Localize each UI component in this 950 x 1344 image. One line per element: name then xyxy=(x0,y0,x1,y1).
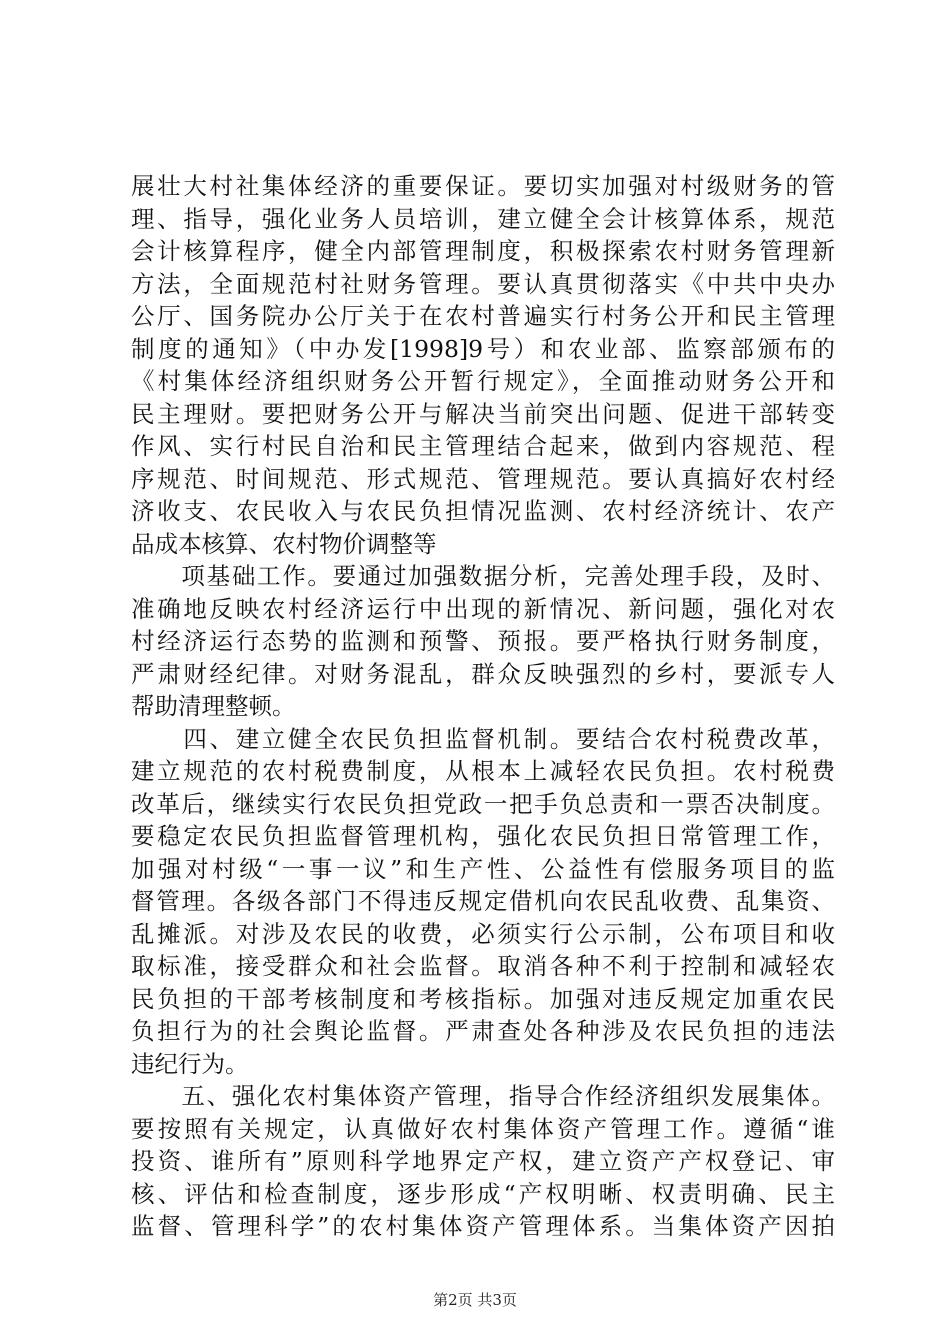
text-line: 取标准，接受群众和社会监督。取消各种不利于控制和减轻农 xyxy=(131,952,835,980)
text-line: 核、评估和检查制度，逐步形成“产权明晰、权责明确、民主 xyxy=(131,1179,835,1208)
text-line: 帮助清理整顿。 xyxy=(131,692,296,720)
text-line: 改革后，继续实行农民负担党政一把手负总责和一票否决制度。 xyxy=(131,789,835,818)
text-line: 民主理财。要把财务公开与解决当前突出问题、促进干部转变 xyxy=(131,399,835,428)
text-line: 济收支、农民收入与农民负担情况监测、农村经济统计、农产 xyxy=(131,497,835,525)
text-line: 加强对村级“一事一议”和生产性、公益性有偿服务项目的监 xyxy=(131,854,835,883)
text-line: 展壮大村社集体经济的重要保证。要切实加强对村级财务的管 xyxy=(131,172,835,200)
text-line: 会计核算程序，健全内部管理制度，积极探索农村财务管理新 xyxy=(131,237,835,265)
text-line: 严肃财经纪律。对财务混乱，群众反映强烈的乡村，要派专人 xyxy=(131,659,835,688)
text-line: 投资、谁所有”原则科学地界定产权，建立资产产权登记、审 xyxy=(131,1147,835,1175)
text-line: 民负担的干部考核制度和考核指标。加强对违反规定加重农民 xyxy=(131,984,835,1013)
text-line: 准确地反映农村经济运行中出现的新情况、新问题，强化对农 xyxy=(131,594,835,623)
text-line: 《村集体经济组织财务公开暂行规定》，全面推动财务公开和 xyxy=(131,367,835,395)
text-line: 村经济运行态势的监测和预警、预报。要严格执行财务制度， xyxy=(131,627,835,655)
text-line: 作风、实行村民自治和民主管理结合起来，做到内容规范、程 xyxy=(131,432,835,460)
body-text xyxy=(131,170,835,1243)
text-line: 乱摊派。对涉及农民的收费，必须实行公示制，公布项目和收 xyxy=(131,919,835,948)
text-line: 负担行为的社会舆论监督。严肃查处各种涉及农民负担的违法 xyxy=(131,1017,835,1045)
text-line: 要稳定农民负担监督管理机构，强化农民负担日常管理工作， xyxy=(131,822,835,850)
text-line: 五、强化农村集体资产管理，指导合作经济组织发展集体。 xyxy=(131,1082,835,1110)
text-line: 要按照有关规定，认真做好农村集体资产管理工作。遵循“谁 xyxy=(131,1114,835,1143)
text-line: 理、指导，强化业务人员培训，建立健全会计核算体系，规范 xyxy=(131,204,835,233)
text-line: 制度的通知》（中办发[1998]9号）和农业部、监察部颁布的 xyxy=(131,334,835,363)
text-line: 项基础工作。要通过加强数据分析，完善处理手段，及时、 xyxy=(131,562,835,590)
text-line: 督管理。各级各部门不得违反规定借机向农民乱收费、乱集资、 xyxy=(131,887,835,915)
text-line: 监督、管理科学”的农村集体资产管理体系。当集体资产因拍 xyxy=(131,1212,835,1240)
text-line: 建立规范的农村税费制度，从根本上减轻农民负担。农村税费 xyxy=(131,757,835,785)
page-footer: 第2页 共3页 xyxy=(433,1291,517,1309)
text-line: 序规范、时间规范、形式规范、管理规范。要认真搞好农村经 xyxy=(131,464,835,493)
text-line: 违纪行为。 xyxy=(131,1049,249,1078)
text-line: 四、建立健全农民负担监督机制。要结合农村税费改革， xyxy=(131,724,835,753)
text-line: 方法，全面规范村社财务管理。要认真贯彻落实《中共中央办 xyxy=(131,269,835,298)
text-line: 品成本核算、农村物价调整等 xyxy=(131,529,437,558)
text-line: 公厅、国务院办公厅关于在农村普遍实行村务公开和民主管理 xyxy=(131,302,835,330)
